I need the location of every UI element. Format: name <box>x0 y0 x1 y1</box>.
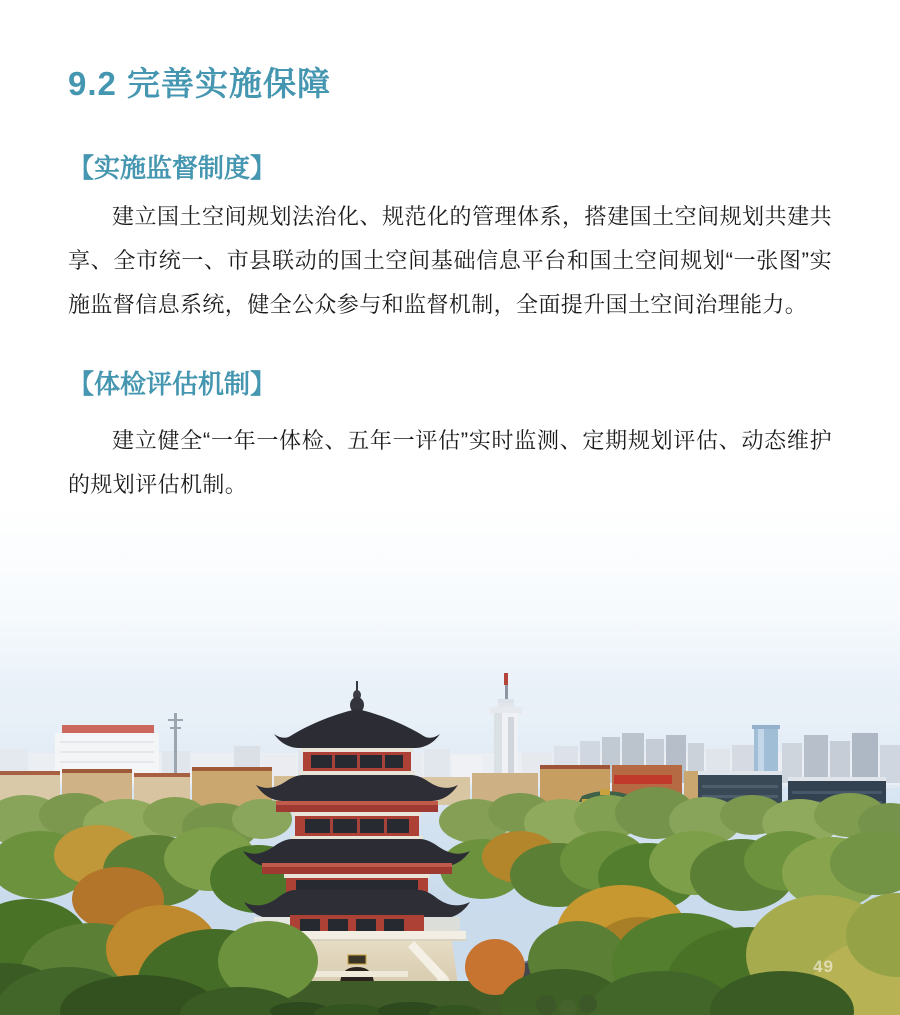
page-title: 9.2 完善实施保障 <box>68 65 332 102</box>
paragraph-evaluation: 建立健全“一年一体检、五年一评估”实时监测、定期规划评估、动态维护的规划评估机制。 <box>68 428 832 497</box>
paragraph-supervision: 建立国土空间规划法治化、规范化的管理体系，搭建国土空间规划共建共享、全市统一、市县联动的国土空间基础信息平台和国土空间规划“一张图”实施监督信息系统，健全公众参与和监督机制，全面提升国土空间治理能力。 <box>68 204 832 317</box>
cityscape-photo-illustration <box>0 503 900 1015</box>
photo-watermark: 49 <box>813 957 834 976</box>
section-title-evaluation: 【体检评估机制】 <box>68 369 277 399</box>
cityscape-photo <box>0 503 900 1015</box>
section-title-supervision: 【实施监督制度】 <box>68 153 277 183</box>
document-content <box>0 0 900 507</box>
